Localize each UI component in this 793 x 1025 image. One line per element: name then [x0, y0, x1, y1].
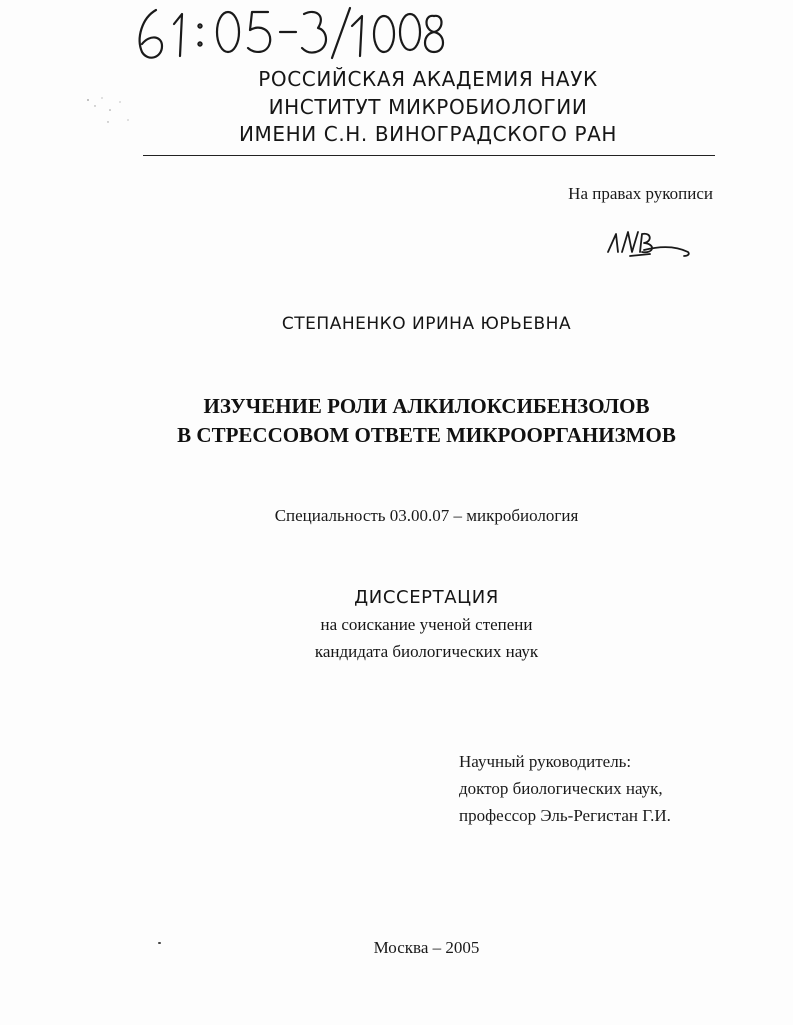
- specialty: Специальность 03.00.07 – микробиология: [274, 506, 579, 525]
- supervisor-line: Научный руководитель:: [459, 752, 632, 771]
- signature: [604, 222, 696, 266]
- supervisor-line: профессор Эль-Регистан Г.И.: [459, 806, 671, 825]
- supervisor-block: [459, 748, 671, 829]
- title-line: В СТРЕССОВОМ ОТВЕТЕ МИКРООРГАНИЗМОВ: [177, 422, 676, 447]
- institution-line: РОССИЙСКАЯ АКАДЕМИЯ НАУК: [258, 67, 598, 91]
- handwritten-call-number: [128, 2, 448, 64]
- degree-line: на соискание ученой степени: [320, 615, 533, 634]
- scan-speckles: [80, 90, 140, 135]
- dissertation-heading: ДИССЕРТАЦИЯ: [354, 587, 499, 608]
- handwritten-call-number-drawing: [128, 2, 448, 64]
- signature-drawing: [604, 222, 696, 266]
- supervisor-line: доктор биологических наук,: [459, 779, 663, 798]
- dissertation-block: [0, 585, 793, 665]
- dissertation-title: [0, 392, 793, 449]
- rights-note: На правах рукописи: [568, 184, 713, 203]
- title-line: ИЗУЧЕНИЕ РОЛИ АЛКИЛОКСИБЕНЗОЛОВ: [203, 394, 650, 418]
- author-name: СТЕПАНЕНКО ИРИНА ЮРЬЕВНА: [281, 314, 572, 334]
- degree-line: кандидата биологических наук: [314, 642, 539, 661]
- institution-header: [143, 66, 713, 149]
- institution-line: ИНСТИТУТ МИКРОБИОЛОГИИ: [268, 94, 588, 119]
- city-year: Москва – 2005: [373, 938, 480, 957]
- header-divider: [143, 155, 715, 156]
- institution-line: ИМЕНИ С.Н. ВИНОГРАДСКОГО РАН: [238, 122, 618, 146]
